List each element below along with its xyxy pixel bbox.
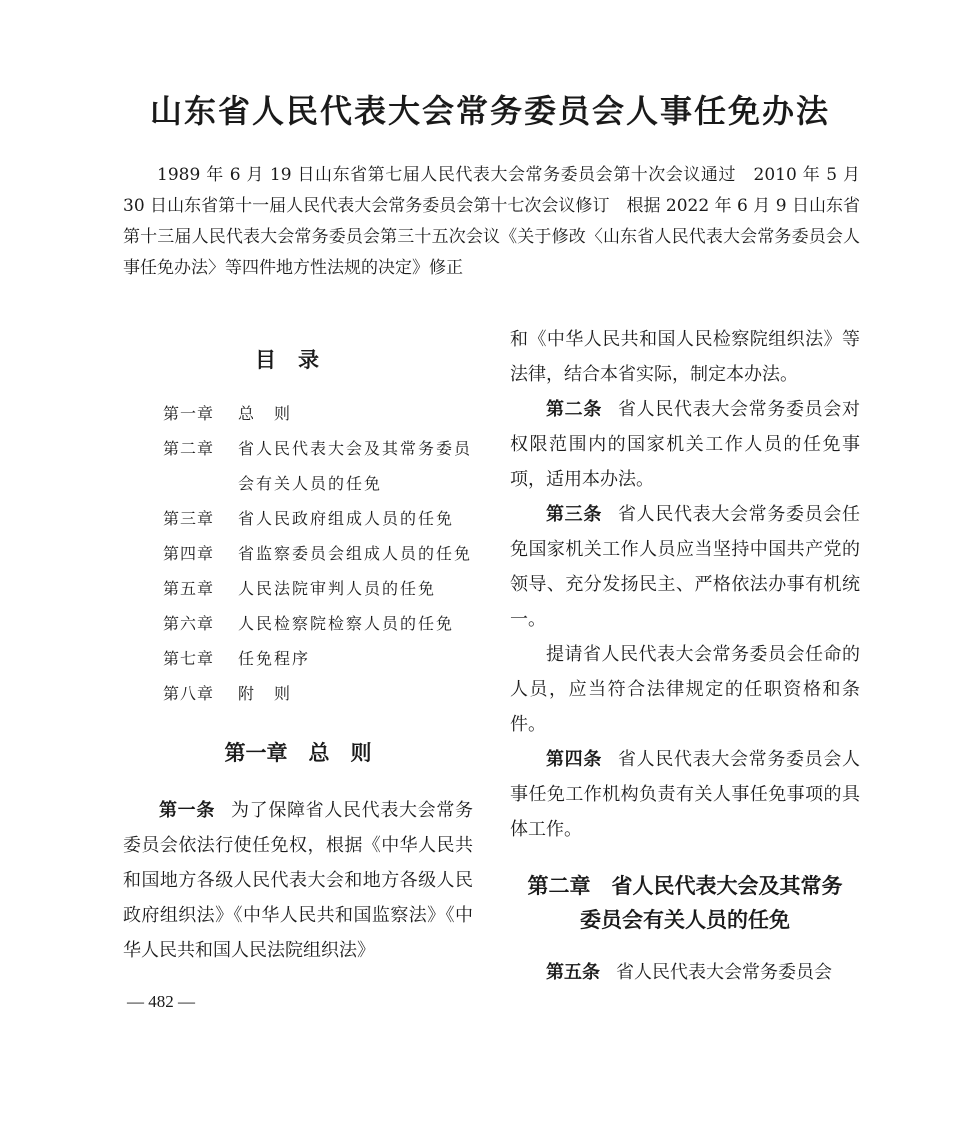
article-3-label: 第三条	[546, 504, 602, 525]
article-3-text: 省人民代表大会常务委员会任免国家机关工作人员应当坚持中国共产党的领导、充分发扬民主、严格依法办事有机统一。	[510, 504, 860, 630]
article-1-paragraph	[123, 793, 473, 968]
toc-item[interactable]	[163, 431, 473, 501]
article-4-paragraph	[510, 742, 860, 847]
toc-item[interactable]	[163, 641, 473, 676]
chapter-1-heading: 第一章 总 则	[224, 741, 372, 765]
article-3-paragraph	[510, 497, 860, 637]
toc-item[interactable]	[163, 676, 473, 711]
toc-chapter-number: 第一章	[163, 404, 215, 423]
toc-chapter-title: 总 则	[238, 404, 293, 423]
toc-heading: 目录	[255, 348, 341, 372]
article-4-label: 第四条	[546, 749, 602, 770]
chapter-2-heading	[510, 869, 860, 937]
toc-item[interactable]	[163, 571, 473, 606]
toc-chapter-title: 人民法院审判人员的任免	[238, 579, 437, 598]
toc-chapter-title: 人民检察院检察人员的任免	[238, 614, 455, 633]
article-5-paragraph	[510, 955, 860, 990]
toc-chapter-number: 第五章	[163, 579, 215, 598]
toc-chapter-number: 第七章	[163, 649, 215, 668]
toc-chapter-title: 省人民代表大会及其常务委员会有关人员的任免	[238, 439, 473, 493]
toc-chapter-number: 第三章	[163, 509, 215, 528]
article-1-text: 为了保障省人民代表大会常务委员会依法行使任免权，根据《中华人民共和国地方各级人民代表大会和地方各级人民政府组织法》《中华人民共和国监察法》《中华人民共和国人民法院组织法》	[123, 800, 473, 961]
toc-chapter-title: 省人民政府组成人员的任免	[238, 509, 455, 528]
article-3-paragraph-2: 提请省人民代表大会常务委员会任命的人员，应当符合法律规定的任职资格和条件。	[510, 644, 860, 735]
article-5-label: 第五条	[546, 962, 600, 983]
chapter-2-heading-line-1: 第二章 省人民代表大会及其常务	[527, 874, 843, 898]
chapter-2-heading-line-2: 委员会有关人员的任免	[580, 908, 790, 932]
page-number: — 482 —	[127, 992, 195, 1011]
toc-chapter-number: 第二章	[163, 439, 215, 458]
left-column	[123, 340, 473, 968]
toc-item[interactable]	[163, 536, 473, 571]
table-of-contents	[163, 396, 473, 711]
article-1-continuation: 和《中华人民共和国人民检察院组织法》等法律，结合本省实际，制定本办法。	[510, 329, 860, 385]
article-1-label: 第一条	[159, 800, 215, 821]
document-title: 山东省人民代表大会常务委员会人事任免办法	[149, 92, 830, 130]
article-2-text: 省人民代表大会常务委员会对权限范围内的国家机关工作人员的任免事项，适用本办法。	[510, 399, 860, 490]
article-4-text: 省人民代表大会常务委员会人事任免工作机构负责有关人事任免事项的具体工作。	[510, 749, 860, 840]
toc-item[interactable]	[163, 396, 473, 431]
preamble	[123, 160, 860, 284]
toc-chapter-title: 省监察委员会组成人员的任免	[238, 544, 473, 563]
toc-chapter-number: 第六章	[163, 614, 215, 633]
article-2-paragraph	[510, 392, 860, 497]
toc-chapter-number: 第四章	[163, 544, 215, 563]
article-5-text: 省人民代表大会常务委员会	[616, 962, 832, 983]
preamble-text: 1989 年 6 月 19 日山东省第七届人民代表大会常务委员会第十次会议通过 2010 年 5 月 30 日山东省第十一届人民代表大会常务委员会第十七次会议修订 根据 2022 年 6 月 9 日山东省第十三届人民代表大会常务委员会第三十五次会议《关于修改〈山东省人民代表大会常务委员会人事任免办法〉等四件地方性法规的决定》修正	[123, 165, 860, 278]
toc-chapter-number: 第八章	[163, 684, 215, 703]
toc-item[interactable]	[163, 606, 473, 641]
toc-chapter-title: 附 则	[238, 684, 293, 703]
article-2-label: 第二条	[546, 399, 602, 420]
right-column	[510, 322, 860, 990]
toc-chapter-title: 任免程序	[238, 649, 311, 668]
toc-item[interactable]	[163, 501, 473, 536]
